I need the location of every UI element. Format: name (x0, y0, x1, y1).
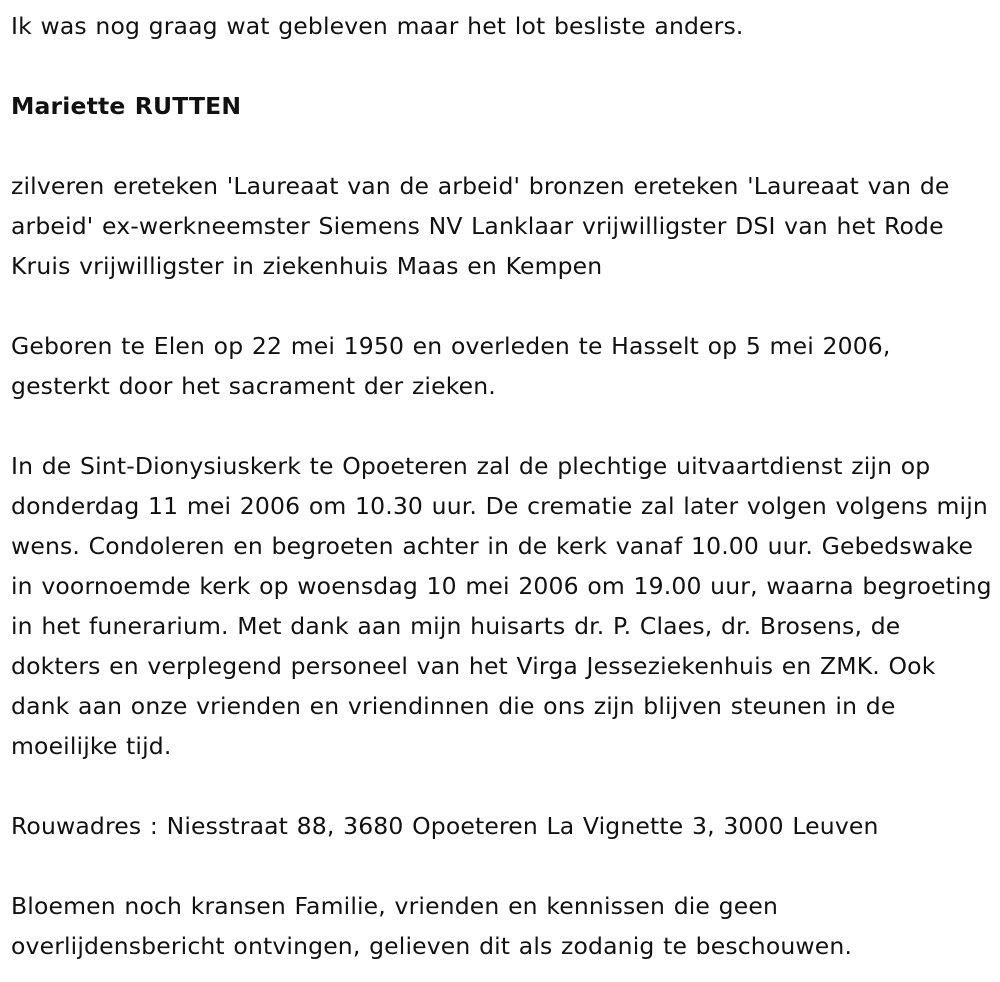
obituary-text (11, 6, 996, 966)
intro-line: Ik was nog graag wat gebleven maar het lot besliste anders. (11, 12, 744, 40)
honors-paragraph: zilveren ereteken 'Laureaat van de arbeid' bronzen ereteken 'Laureaat van de arbeid' ex-werkneemster Siemens NV Lanklaar vrijwilligster DSI van het Rode Kruis vrijwilligster in ziekenhuis Maas en Kempen (11, 172, 950, 280)
ceremony-paragraph: In de Sint-Dionysiuskerk te Opoeteren zal de plechtige uitvaartdienst zijn op donderdag 11 mei 2006 om 10.30 uur. De crematie zal later volgen volgens mijn wens. Condoleren en begroeten achter in de kerk vanaf 10.00 uur. Gebedswake in voornoemde kerk op woensdag 10 mei 2006 om 19.00 uur, waarna begroeting in het funerarium. Met dank aan mijn huisarts dr. P. Claes, dr. Brosens, de dokters en verplegend personeel van het Virga Jesseziekenhuis en ZMK. Ook dank aan onze vrienden en vriendinnen die ons zijn blijven steunen in de moeilijke tijd. (11, 452, 992, 760)
closing-paragraph: Bloemen noch kransen Familie, vrienden en kennissen die geen overlijdensbericht ontvingen, gelieven dit als zodanig te beschouwen. (11, 892, 853, 960)
deceased-name: Mariette RUTTEN (11, 92, 242, 120)
birth-death-paragraph: Geboren te Elen op 22 mei 1950 en overleden te Hasselt op 5 mei 2006, gesterkt door het sacrament der zieken. (11, 332, 891, 400)
address-line: Rouwadres : Niesstraat 88, 3680 Opoeteren La Vignette 3, 3000 Leuven (11, 812, 879, 840)
